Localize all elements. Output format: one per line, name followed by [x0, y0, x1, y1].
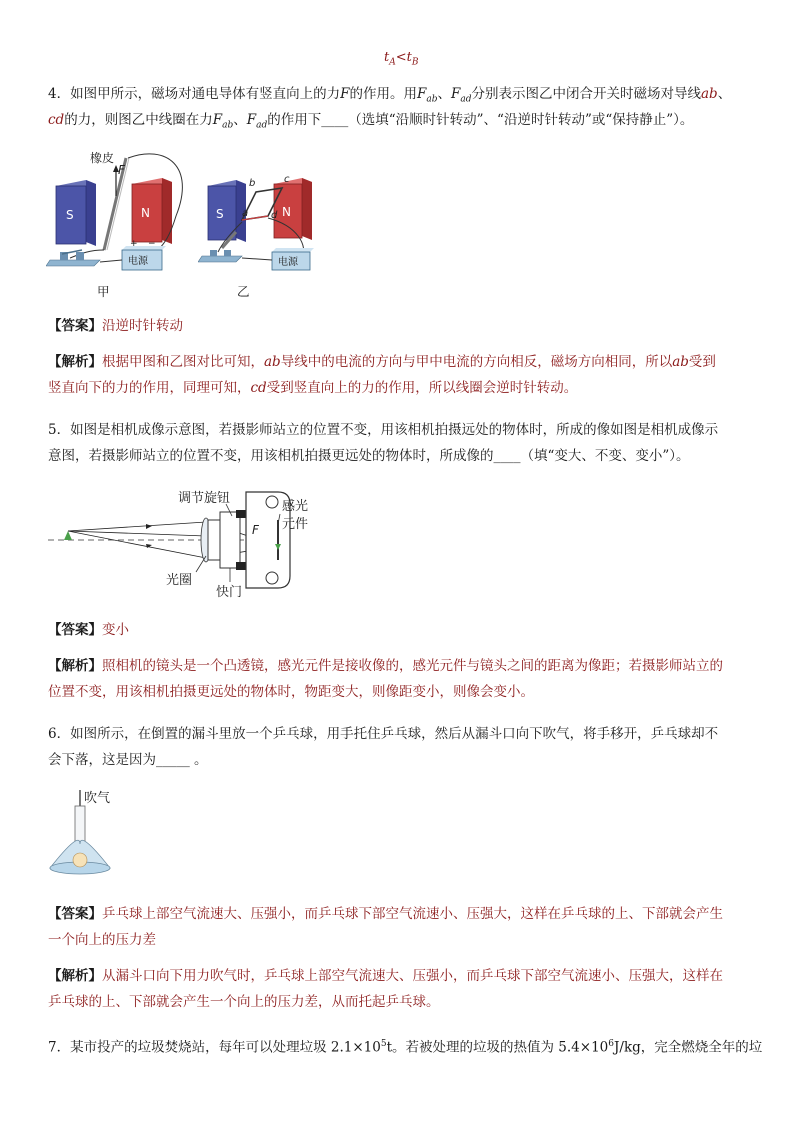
q6-answer-line1: 【答案】乒乓球上部空气流速大、压强小，而乒乓球下部空气流速小、压强大，这样在乒乓球的上、下部就会产生: [48, 906, 723, 922]
q4-answer: 【答案】沿逆时针转动: [48, 318, 183, 334]
aperture-label: 光圈: [166, 573, 193, 588]
power-label-yi: 电源: [278, 257, 298, 268]
rubber-label: 橡皮: [90, 151, 115, 165]
figure-jia: [46, 146, 196, 276]
figure-jia-caption: 甲: [97, 284, 110, 299]
q4-analysis-line1: 【解析】根据甲图和乙图对比可知，ab导线中的电流的方向与甲中电流的方向相反，磁场方向相同，所以ab受到: [48, 354, 716, 370]
label-c: c: [284, 174, 290, 185]
power-label-jia: 电源: [128, 256, 148, 267]
q5-analysis-line2: 位置不变，用该相机拍摄更远处的物体时，物距变大，则像距变小，则像会变小。: [48, 684, 534, 700]
figure-funnel: [44, 786, 154, 882]
q6-answer-line2: 一个向上的压力差: [48, 932, 156, 948]
plus-sign: +: [130, 239, 138, 249]
knob-label: 调节旋钮: [178, 491, 231, 506]
q5-stem-line1: 5．如图是相机成像示意图，若摄影师站立的位置不变，用该相机拍摄远处的物体时，所成的像如图是相机成像示: [48, 422, 719, 438]
sensor-label-2: 元件: [282, 517, 309, 532]
figure-camera: [46, 484, 366, 604]
magnet-s-label-yi: S: [216, 207, 224, 221]
shutter-label: 快门: [216, 585, 243, 600]
figure-yi: [198, 166, 320, 276]
magnet-n-label: N: [141, 206, 150, 220]
q6-stem-line1: 6．如图所示，在倒置的漏斗里放一个乒乓球，用手托住乒乓球，然后从漏斗口向下吹气，将手移开，乒乓球却不: [48, 726, 719, 742]
minus-sign: −: [148, 239, 156, 249]
focus-f-label: F: [252, 523, 259, 537]
blow-label: 吹气: [84, 791, 111, 806]
sensor-label-1: 感光: [282, 499, 309, 514]
label-d: d: [271, 210, 278, 221]
q5-stem-line2: 意图，若摄影师站立的位置不变，用该相机拍摄更远处的物体时，所成像的____（填“变大、不变、变小”）。: [48, 448, 690, 464]
magnet-n-label-yi: N: [282, 205, 291, 219]
q6-analysis-line2: 乒乓球的上、下部就会产生一个向上的压力差，从而托起乒乓球。: [48, 994, 440, 1010]
q4-stem-line2: cd的力，则图乙中线圈在力$F_{ab}$、$F_{ad}$的作用下____（选填“沿顺时针转动”、“沿逆时针转动”或“保持静止”）。: [48, 112, 694, 131]
label-a: a: [242, 208, 249, 219]
magnet-s-label: S: [66, 208, 74, 222]
top-note: $t_A<t_B$: [384, 50, 419, 68]
force-f-label: F: [118, 163, 125, 177]
q5-analysis-line1: 【解析】照相机的镜头是一个凸透镜，感光元件是接收像的，感光元件与镜头之间的距离为像距；若摄影师站立的: [48, 658, 723, 674]
q4-analysis-line2: 竖直向下的力的作用，同理可知，cd受到竖直向上的力的作用，所以线圈会逆时针转动。: [48, 380, 578, 396]
figure-yi-caption: 乙: [237, 284, 250, 299]
q6-stem-line2: 会下落，这是因为_____ 。: [48, 752, 208, 768]
q4-stem-line1: 4．如图甲所示，磁场对通电导体有竖直向上的力F的作用。用$F_{ab}$、$F_{ad}$分别表示图乙中闭合开关时磁场对导线ab、: [48, 86, 732, 105]
q5-answer: 【答案】变小: [48, 622, 129, 638]
q7-stem-line1: 7．某市投产的垃圾焚烧站，每年可以处理垃圾 $2.1\times 10^5t$。若被处理的垃圾的热值为 $5.4\times 10^6J/kg$，完全燃烧全年的垃: [48, 1039, 763, 1056]
label-b: b: [249, 178, 256, 189]
q6-analysis-line1: 【解析】从漏斗口向下用力吹气时，乒乓球上部空气流速大、压强小，而乒乓球下部空气流速小、压强大，这样在: [48, 968, 723, 984]
